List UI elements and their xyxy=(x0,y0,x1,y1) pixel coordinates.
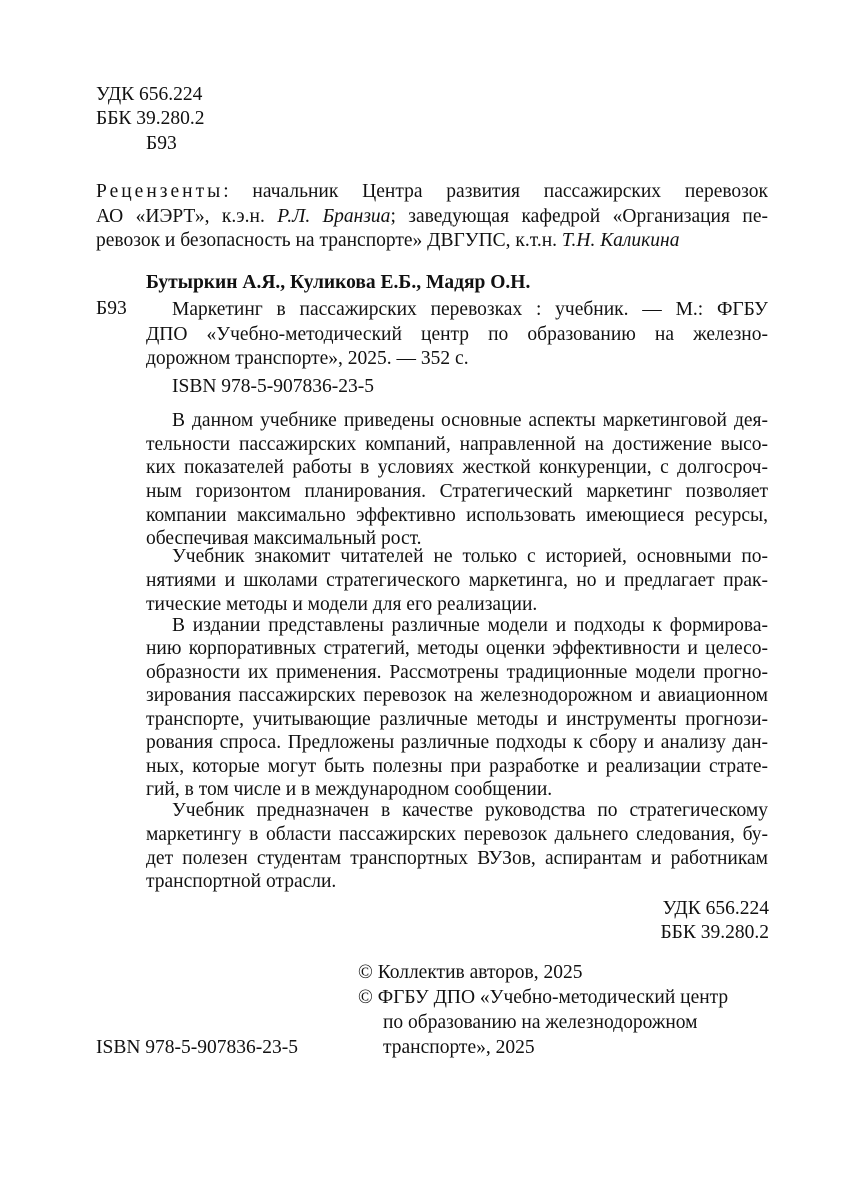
abstract-line: транспортной отрасли. xyxy=(146,871,337,892)
reviewers-line1-rest: : начальник Центра развития пассажирских перевозок xyxy=(223,181,768,202)
abstract-line: Учебник знакомит читателей не только с историей, основными по- xyxy=(172,546,768,567)
copyright-publisher-line-3: транспорте», 2025 xyxy=(383,1037,535,1058)
reviewers-line-2 xyxy=(96,205,768,229)
udk-code-bottom: УДК 656.224 xyxy=(662,898,769,919)
bib-desc-line-3: дорожном транспорте», 2025. — 352 с. xyxy=(146,348,469,369)
abstract-line: тические методы и модели для его реализации. xyxy=(146,594,538,615)
reviewer-name-2: Т.Н. Каликина xyxy=(561,230,680,251)
abstract-line: обеспечивая максимальный рост. xyxy=(146,528,422,549)
reviewers-line3-text: ревозок и безопасность на транспорте» ДВГУПС, к.т.н. xyxy=(96,230,562,251)
abstract-line: ным горизонтом планирования. Стратегический маркетинг позволяет xyxy=(146,481,768,502)
copyright-publisher-line-2: по образованию на железнодорожном xyxy=(383,1012,698,1033)
author-mark-top: Б93 xyxy=(146,133,177,154)
bib-author-mark: Б93 xyxy=(96,298,127,319)
isbn-bottom: ISBN 978-5-907836-23-5 xyxy=(96,1037,299,1058)
abstract-line: рования спроса. Предложены различные подходы к сбору и анализу дан- xyxy=(146,732,768,753)
copyright-publisher-line-1: © ФГБУ ДПО «Учебно-методический центр xyxy=(358,987,729,1008)
abstract-line: образности их применения. Рассмотрены традиционные модели прогно- xyxy=(146,662,768,683)
reviewer-name-1: Р.Л. Бранзиа xyxy=(277,206,391,227)
reviewers-line2-text-a: АО «ИЭРТ», к.э.н. xyxy=(96,206,278,227)
bbk-code-top: ББК 39.280.2 xyxy=(96,108,205,129)
bib-isbn: ISBN 978-5-907836-23-5 xyxy=(172,376,375,397)
abstract-line: маркетингу в области пассажирских перевозок дальнего следования, бу- xyxy=(146,824,768,845)
abstract-line: ных, которые могут быть полезны при разработке и реализации страте- xyxy=(146,756,768,777)
abstract-line: нятиями и школами стратегического маркетинга, но и предлагает прак- xyxy=(146,570,768,591)
abstract-line: дет полезен студентам транспортных ВУЗов, аспирантам и работникам xyxy=(146,848,768,869)
abstract-line: ких показателей работы в условиях жесткой конкуренции, с долгосроч- xyxy=(146,457,768,478)
udk-code-top: УДК 656.224 xyxy=(96,84,203,105)
bib-desc-line-1: Маркетинг в пассажирских перевозках : учебник. — М.: ФГБУ xyxy=(172,299,768,320)
bib-desc-line-2: ДПО «Учебно-методический центр по образованию на железно- xyxy=(146,324,768,345)
abstract-line: нию корпоративных стратегий, методы оценки эффективности и целесо- xyxy=(146,638,768,659)
bib-authors: Бутыркин А.Я., Куликова Е.Б., Мадяр О.Н. xyxy=(146,272,531,293)
abstract-line: тельности пассажирских компаний, направленной на достижение высо- xyxy=(146,434,768,455)
abstract-line: В издании представлены различные модели и подходы к формирова- xyxy=(172,615,768,636)
reviewers-label: Рецензенты xyxy=(96,181,224,202)
abstract-line: Учебник предназначен в качестве руководства по стратегическому xyxy=(172,800,768,821)
copyright-authors: © Коллектив авторов, 2025 xyxy=(358,962,583,983)
abstract-line: компании максимально эффективно использовать имеющиеся ресурсы, xyxy=(146,505,768,526)
abstract-line: гий, в том числе и в международном сообщении. xyxy=(146,779,553,800)
abstract-line: В данном учебнике приведены основные аспекты маркетинговой дея- xyxy=(172,410,768,431)
abstract-line: зирования пассажирских перевозок на железнодорожном и авиационном xyxy=(146,685,768,706)
abstract-line: транспорте, учитывающие различные методы и инструменты прогнози- xyxy=(146,709,768,730)
bbk-code-bottom: ББК 39.280.2 xyxy=(660,922,769,943)
reviewers-line2-text-b: ; заведующая кафедрой «Организация пе- xyxy=(390,206,769,227)
reviewers-line-1 xyxy=(96,180,768,204)
reviewers-line-3 xyxy=(96,229,679,253)
